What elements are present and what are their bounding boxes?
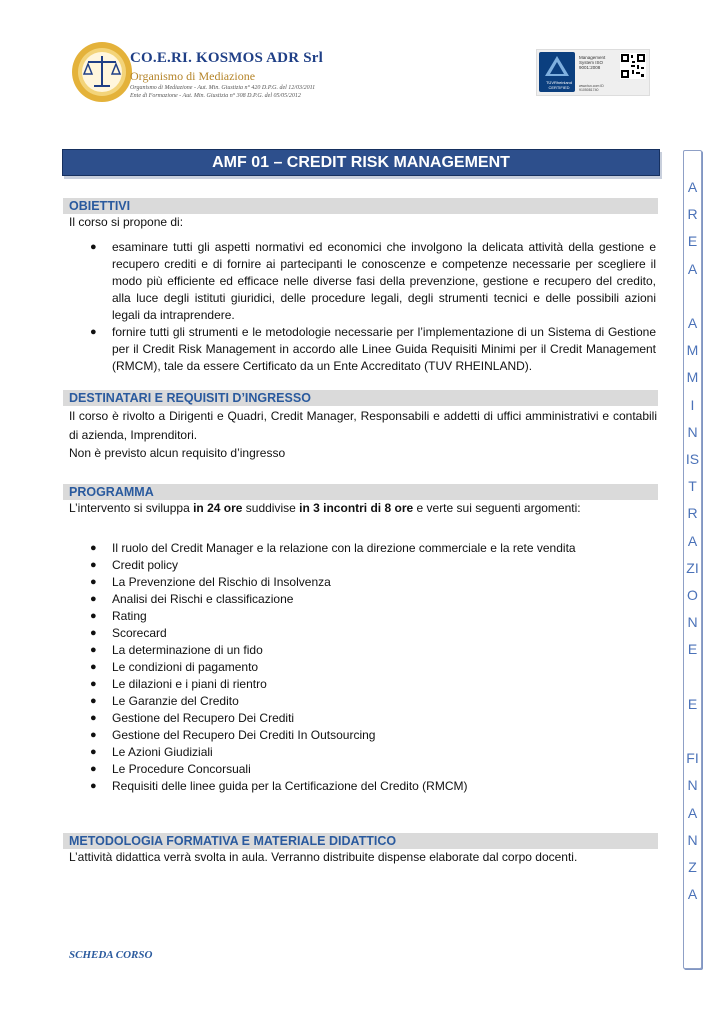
list-item: ● Le condizioni di pagamento [90, 660, 259, 674]
bullet-icon: ● [90, 326, 97, 338]
bullet-icon: ● [90, 661, 97, 673]
list-item: ● Le Garanzie del Credito [90, 694, 239, 708]
section-title: PROGRAMMA [69, 485, 154, 499]
sidebar-letter: A [687, 315, 698, 331]
sidebar-letter: A [687, 260, 698, 277]
sidebar-letter: E [687, 233, 698, 250]
sidebar-letter: M [686, 369, 699, 386]
bullet-icon: ● [90, 559, 97, 571]
obiettivi-list [88, 239, 656, 375]
bullet-icon: ● [90, 593, 97, 605]
company-header [130, 50, 323, 100]
section-obiettivi-heading [63, 198, 658, 214]
sidebar-letter: N [687, 614, 698, 631]
list-item: ● Rating [90, 609, 147, 623]
sidebar-letter: A [687, 179, 698, 195]
bullet-icon: ● [90, 729, 97, 741]
programma-list [88, 540, 656, 795]
bullet-icon: ● [90, 627, 97, 639]
list-item: ● esaminare tutti gli aspetti normativi ed economici che involgono la delicata attività della gestione e recupero crediti e di fornire ai partecipanti le conoscenze e competenze necessarie per scegliere il modo più efficiente ed efficace nelle diverse fasi della prevenzione, gestione e recupero del credito, alla luce degli istituti giuridici, delle procedure legali, degli strumenti tecnici e delle possibili azioni legali da intraprendere. [90, 240, 656, 322]
bullet-icon: ● [90, 644, 97, 656]
sidebar-letter: IS [685, 451, 700, 467]
sidebar-letter: A [687, 886, 698, 903]
authorization-line-1: Organismo di Mediazione - Aut. Min. Giustizia n° 420 D.P.G. del 12/03/2011 [130, 85, 316, 91]
course-title: AMF 01 – CREDIT RISK MANAGEMENT [212, 153, 510, 171]
bullet-icon: ● [90, 610, 97, 622]
sidebar-letter: A [687, 804, 698, 821]
section-title: OBIETTIVI [69, 199, 131, 213]
sidebar-letter: I [690, 396, 695, 413]
sidebar-letter: E [687, 695, 698, 712]
sidebar-letter: E [687, 641, 698, 658]
sidebar-letter: A [687, 532, 698, 549]
sidebar-letter: Z [688, 859, 697, 875]
cert-footer: www.tuv.com ID 9105081740 [579, 84, 604, 92]
footer-label: SCHEDA CORSO [69, 949, 153, 961]
company-name: CO.E.RI. KOSMOS ADR Srl [130, 50, 323, 66]
sidebar-letter: R [687, 206, 698, 223]
section-programma-heading [63, 484, 658, 500]
obiettivi-intro: Il corso si propone di: [69, 215, 184, 229]
bullet-icon: ● [90, 695, 97, 707]
bullet-icon: ● [90, 746, 97, 758]
destinatari-text: Il corso è rivolto a Dirigenti e Quadri, Credit Manager, Responsabili e addetti di uffici amministrativi e contabili di azienda, Imprenditori. [69, 409, 657, 442]
programma-intro: L’intervento si sviluppa in 24 ore suddivise in 3 incontri di 8 ore e verte sui seguenti argomenti: [69, 501, 581, 515]
company-subtitle: Organismo di Mediazione [130, 69, 256, 83]
authorization-line-2: Ente di Formazione - Aut. Min. Giustizia n° 308 D.P.G. del 05/05/2012 [130, 93, 301, 99]
list-item: ● Requisiti delle linee guida per la Certificazione del Credito (RMCM) [90, 779, 468, 793]
sidebar-letter: R [687, 505, 698, 522]
sidebar-letter: T [688, 478, 697, 495]
sidebar-letter: N [687, 831, 698, 848]
list-item: ● Le dilazioni e i piani di rientro [90, 677, 267, 691]
list-item: ● Analisi dei Rischi e classificazione [90, 592, 294, 606]
list-item: ● Le Procedure Concorsuali [90, 762, 251, 776]
cert-text: Management System ISO 9001:2008 [579, 55, 606, 70]
list-item: ● fornire tutti gli strumenti e le metodologie necessarie per l’implementazione di un Sistema di Gestione per il Credit Risk Management in accordo alle Linee Guida Requisiti Minimi per il Credit Management (RMCM), tale da essere Certificato da un Ente Accreditato (TUV RHEINLAND). [90, 325, 656, 373]
sidebar-letter: FI [686, 750, 699, 767]
list-item: ● Gestione del Recupero Dei Crediti In Outsourcing [90, 728, 376, 742]
destinatari-requirement: Non è previsto alcun requisito d’ingresso [69, 446, 286, 460]
list-item: ● Le Azioni Giudiziali [90, 745, 213, 759]
list-item: ● Scorecard [90, 626, 167, 640]
sidebar-letter: M [686, 342, 699, 359]
bullet-icon: ● [90, 241, 97, 253]
section-title: METODOLOGIA FORMATIVA E MATERIALE DIDATTICO [69, 834, 397, 848]
bullet-icon: ● [90, 780, 97, 792]
metodologia-text: L’attività didattica verrà svolta in aula. Verranno distribuite dispense elaborate dal corpo docenti. [69, 850, 578, 864]
tuv-mark-text: TÜVRheinland CERTIFIED [545, 80, 572, 90]
bullet-icon: ● [90, 712, 97, 724]
section-metodologia-heading [63, 833, 658, 849]
list-item: ● La determinazione di un fido [90, 643, 263, 657]
certification-badge [536, 49, 650, 96]
bullet-icon: ● [90, 678, 97, 690]
bullet-icon: ● [90, 576, 97, 588]
list-item: ● La Prevenzione del Rischio di Insolvenza [90, 575, 331, 589]
sidebar-letter: N [687, 777, 698, 794]
sidebar-letter: N [687, 423, 698, 440]
sidebar-letter: ZI [686, 559, 699, 576]
bullet-icon: ● [90, 763, 97, 775]
scales-of-justice-logo-icon [70, 40, 134, 104]
list-item: ● Gestione del Recupero Dei Crediti [90, 711, 295, 725]
section-title: DESTINATARI E REQUISITI D’INGRESSO [69, 391, 311, 405]
qr-code-icon [620, 53, 646, 79]
course-title-bar [62, 149, 660, 176]
sidebar-letter: O [687, 587, 698, 603]
tuv-logo-icon [539, 52, 575, 92]
area-sidebar [683, 150, 702, 969]
list-item: ● Credit policy [90, 558, 179, 572]
list-item: ● Il ruolo del Credit Manager e la relazione con la direzione commerciale e la rete vendita [90, 541, 576, 555]
bullet-icon: ● [90, 542, 97, 554]
section-destinatari-heading [63, 390, 658, 406]
